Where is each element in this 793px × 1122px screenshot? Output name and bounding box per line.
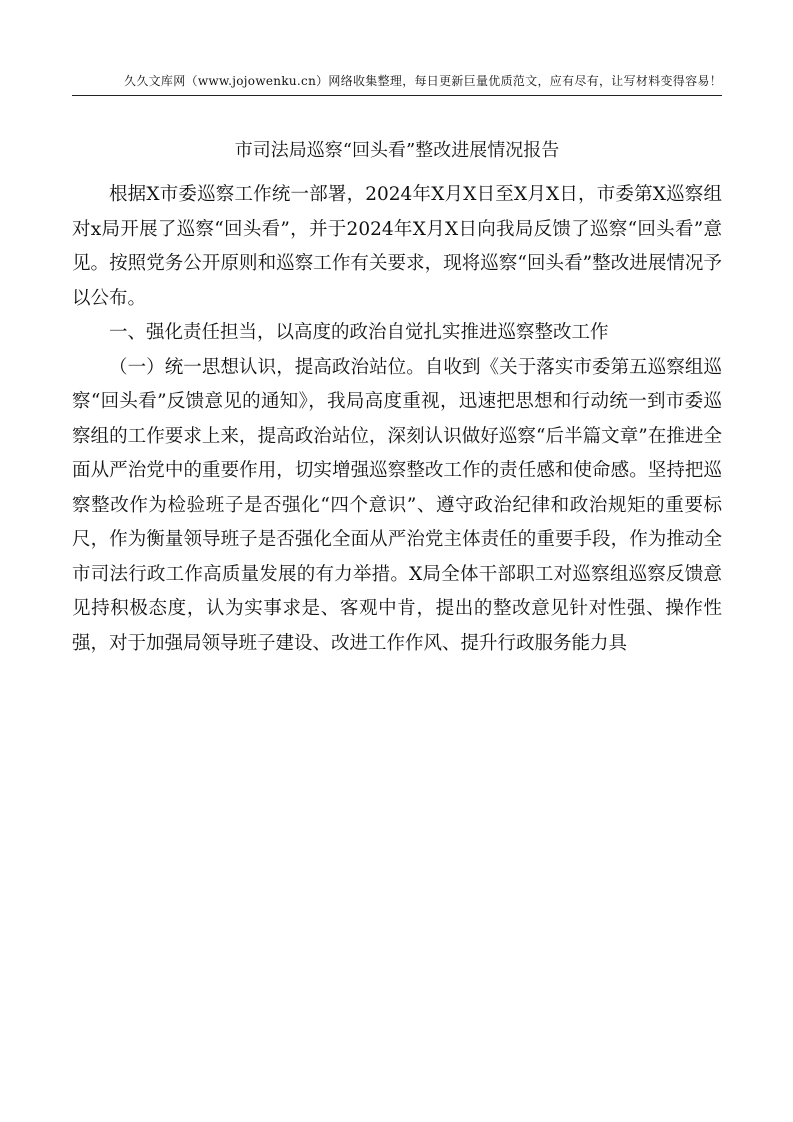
document-title: 市司法局巡察“回头看”整改进展情况报告 [234, 140, 560, 161]
section-heading-1: 一、强化责任担当，以高度的政治自觉扎实推进巡察整改工作 [109, 322, 609, 343]
header-divider [72, 95, 722, 96]
running-header: 久久文库网（www.jojowenku.cn）网络收集整理，每日更新巨量优质范文，应有尽有，让写材料变得容易！ [124, 74, 722, 88]
document-body [72, 178, 722, 661]
paragraph-subsection-1: （一）统一思想认识，提高政治站位。自收到《关于落实市委第五巡察组巡察“回头看”反馈意见的通知》，我局高度重视，迅速把思想和行动统一到市委巡察组的工作要求上来，提高政治站位，深刻认识做好巡察“后半篇文章”在推进全面从严治党中的重要作用，切实增强巡察整改工作的责任感和使命感。坚持把巡察整改作为检验班子是否强化“四个意识”、遵守政治纪律和政治规矩的重要标尺，作为衡量领导班子是否强化全面从严治党主体责任的重要手段，作为推动全市司法行政工作高质量发展的有力举措。X局全体干部职工对巡察组巡察反馈意见持积极态度，认为实事求是、客观中肯，提出的整改意见针对性强、操作性强，对于加强局领导班子建设、改进工作作风、提升行政服务能力具 [72, 356, 722, 654]
paragraph-intro: 根据X市委巡察工作统一部署，2024年X月X日至X月X日，市委第X巡察组对x局开展了巡察“回头看”，并于2024年X月X日向我局反馈了巡察“回头看”意见。按照党务公开原则和巡察工作有关要求，现将巡察“回头看”整改进展情况予以公布。 [72, 184, 722, 309]
